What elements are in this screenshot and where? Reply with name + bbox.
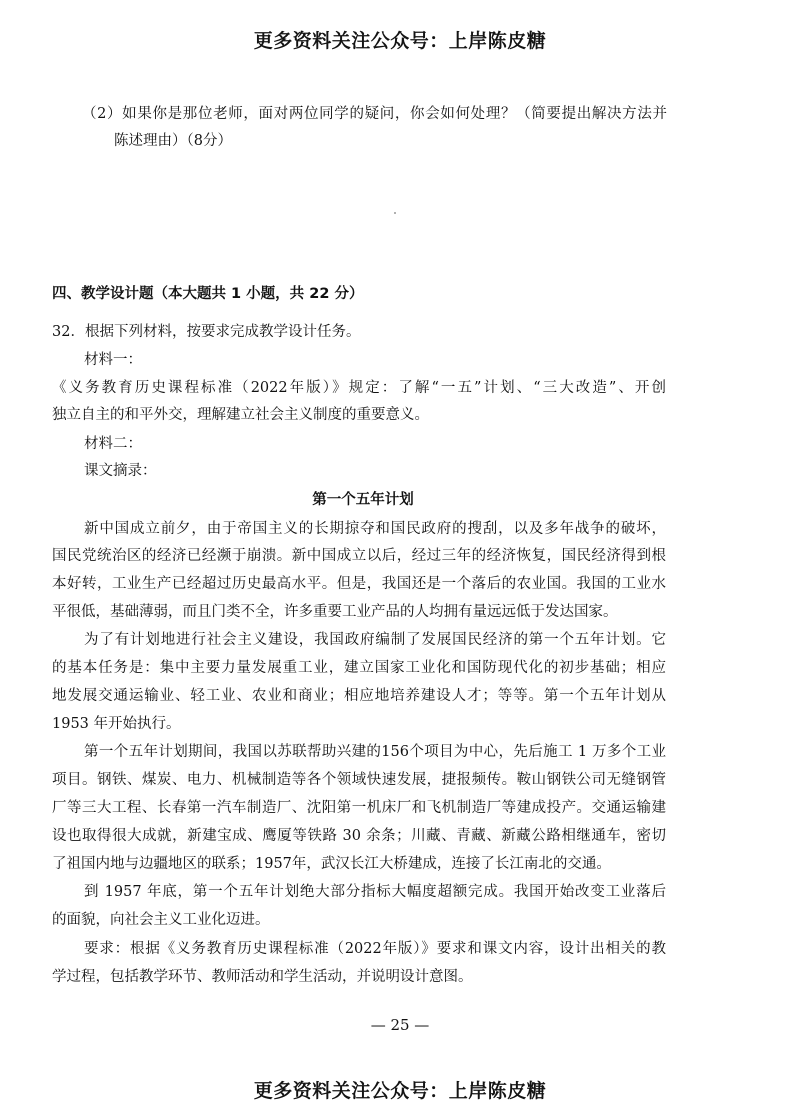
material-2-label: 材料二： <box>84 436 142 452</box>
page-number: — 25 — <box>370 1016 430 1034</box>
paragraph-4-line-1: 到 1957 年底，第一个五年计划绝大部分指标大幅度超额完成。我国开始改变工业落后 <box>84 884 666 900</box>
paragraph-3-line-5: 了祖国内地与边疆地区的联系；1957年，武汉长江大桥建成，连接了长江南北的交通。 <box>52 856 611 872</box>
excerpt-title: 第一个五年计划 <box>312 492 414 508</box>
paragraph-3-line-1: 第一个五年计划期间，我国以苏联帮助兴建的156个项目为中心，先后施工 1 万多个工业 <box>84 744 666 760</box>
question-2-line-2: 陈述理由）（8分） <box>114 133 232 149</box>
paragraph-1-line-4: 平很低，基础薄弱，而且门类不全，许多重要工业产品的人均拥有量远远低于发达国家。 <box>52 604 618 620</box>
material-1-label: 材料一： <box>84 352 142 368</box>
footer-banner: 更多资料关注公众号：上岸陈皮糖 <box>253 1080 547 1102</box>
paragraph-1-line-1: 新中国成立前夕，由于帝国主义的长期掠夺和国民政府的搜刮，以及多年战争的破坏， <box>84 521 666 537</box>
paragraph-2-line-3: 地发展交通运输业、轻工业、农业和商业；相应地培养建设人才；等等。第一个五年计划从 <box>52 688 666 704</box>
requirement-line-1: 要求：根据《义务教育历史课程标准（2022年版）》要求和课文内容，设计出相关的教 <box>84 941 666 957</box>
scan-speck <box>394 212 396 214</box>
question-2-line-1: （2）如果你是那位老师，面对两位同学的疑问，你会如何处理？（简要提出解决方法并 <box>82 106 667 122</box>
paragraph-2-line-4: 1953 年开始执行。 <box>52 716 181 732</box>
question-32-prompt: 32．根据下列材料，按要求完成教学设计任务。 <box>52 324 361 340</box>
paragraph-2-line-1: 为了有计划地进行社会主义建设，我国政府编制了发展国民经济的第一个五年计划。它 <box>84 632 666 648</box>
material-1-line-1: 《义务教育历史课程标准（2022年版）》规定：了解“一五”计划、“三大改造”、开创 <box>52 380 666 396</box>
material-1-line-2: 独立自主的和平外交，理解建立社会主义制度的重要意义。 <box>52 407 429 423</box>
paragraph-2-line-2: 的基本任务是：集中主要力量发展重工业，建立国家工业化和国防现代化的初步基础；相应 <box>52 660 666 676</box>
paragraph-1-line-2: 国民党统治区的经济已经濒于崩溃。新中国成立以后，经过三年的经济恢复，国民经济得到根 <box>52 548 666 564</box>
paragraph-4-line-2: 的面貌，向社会主义工业化迈进。 <box>52 912 270 928</box>
paragraph-3-line-3: 厂等三大工程、长春第一汽车制造厂、沈阳第一机床厂和飞机制造厂等建成投产。交通运输建 <box>52 800 666 816</box>
paragraph-3-line-2: 项目。钢铁、煤炭、电力、机械制造等各个领域快速发展，捷报频传。鞍山钢铁公司无缝钢管 <box>52 772 666 788</box>
section-4-heading: 四、教学设计题（本大题共 1 小题，共 22 分） <box>52 286 364 302</box>
requirement-line-2: 学过程，包括教学环节、教师活动和学生活动，并说明设计意图。 <box>52 969 473 985</box>
header-banner: 更多资料关注公众号：上岸陈皮糖 <box>253 30 547 52</box>
excerpt-label: 课文摘录： <box>84 463 157 479</box>
paragraph-3-line-4: 设也取得很大成就，新建宝成、鹰厦等铁路 30 余条；川藏、青藏、新藏公路相继通车，密切 <box>52 828 666 844</box>
paragraph-1-line-3: 本好转，工业生产已经超过历史最高水平。但是，我国还是一个落后的农业国。我国的工业水 <box>52 576 666 592</box>
